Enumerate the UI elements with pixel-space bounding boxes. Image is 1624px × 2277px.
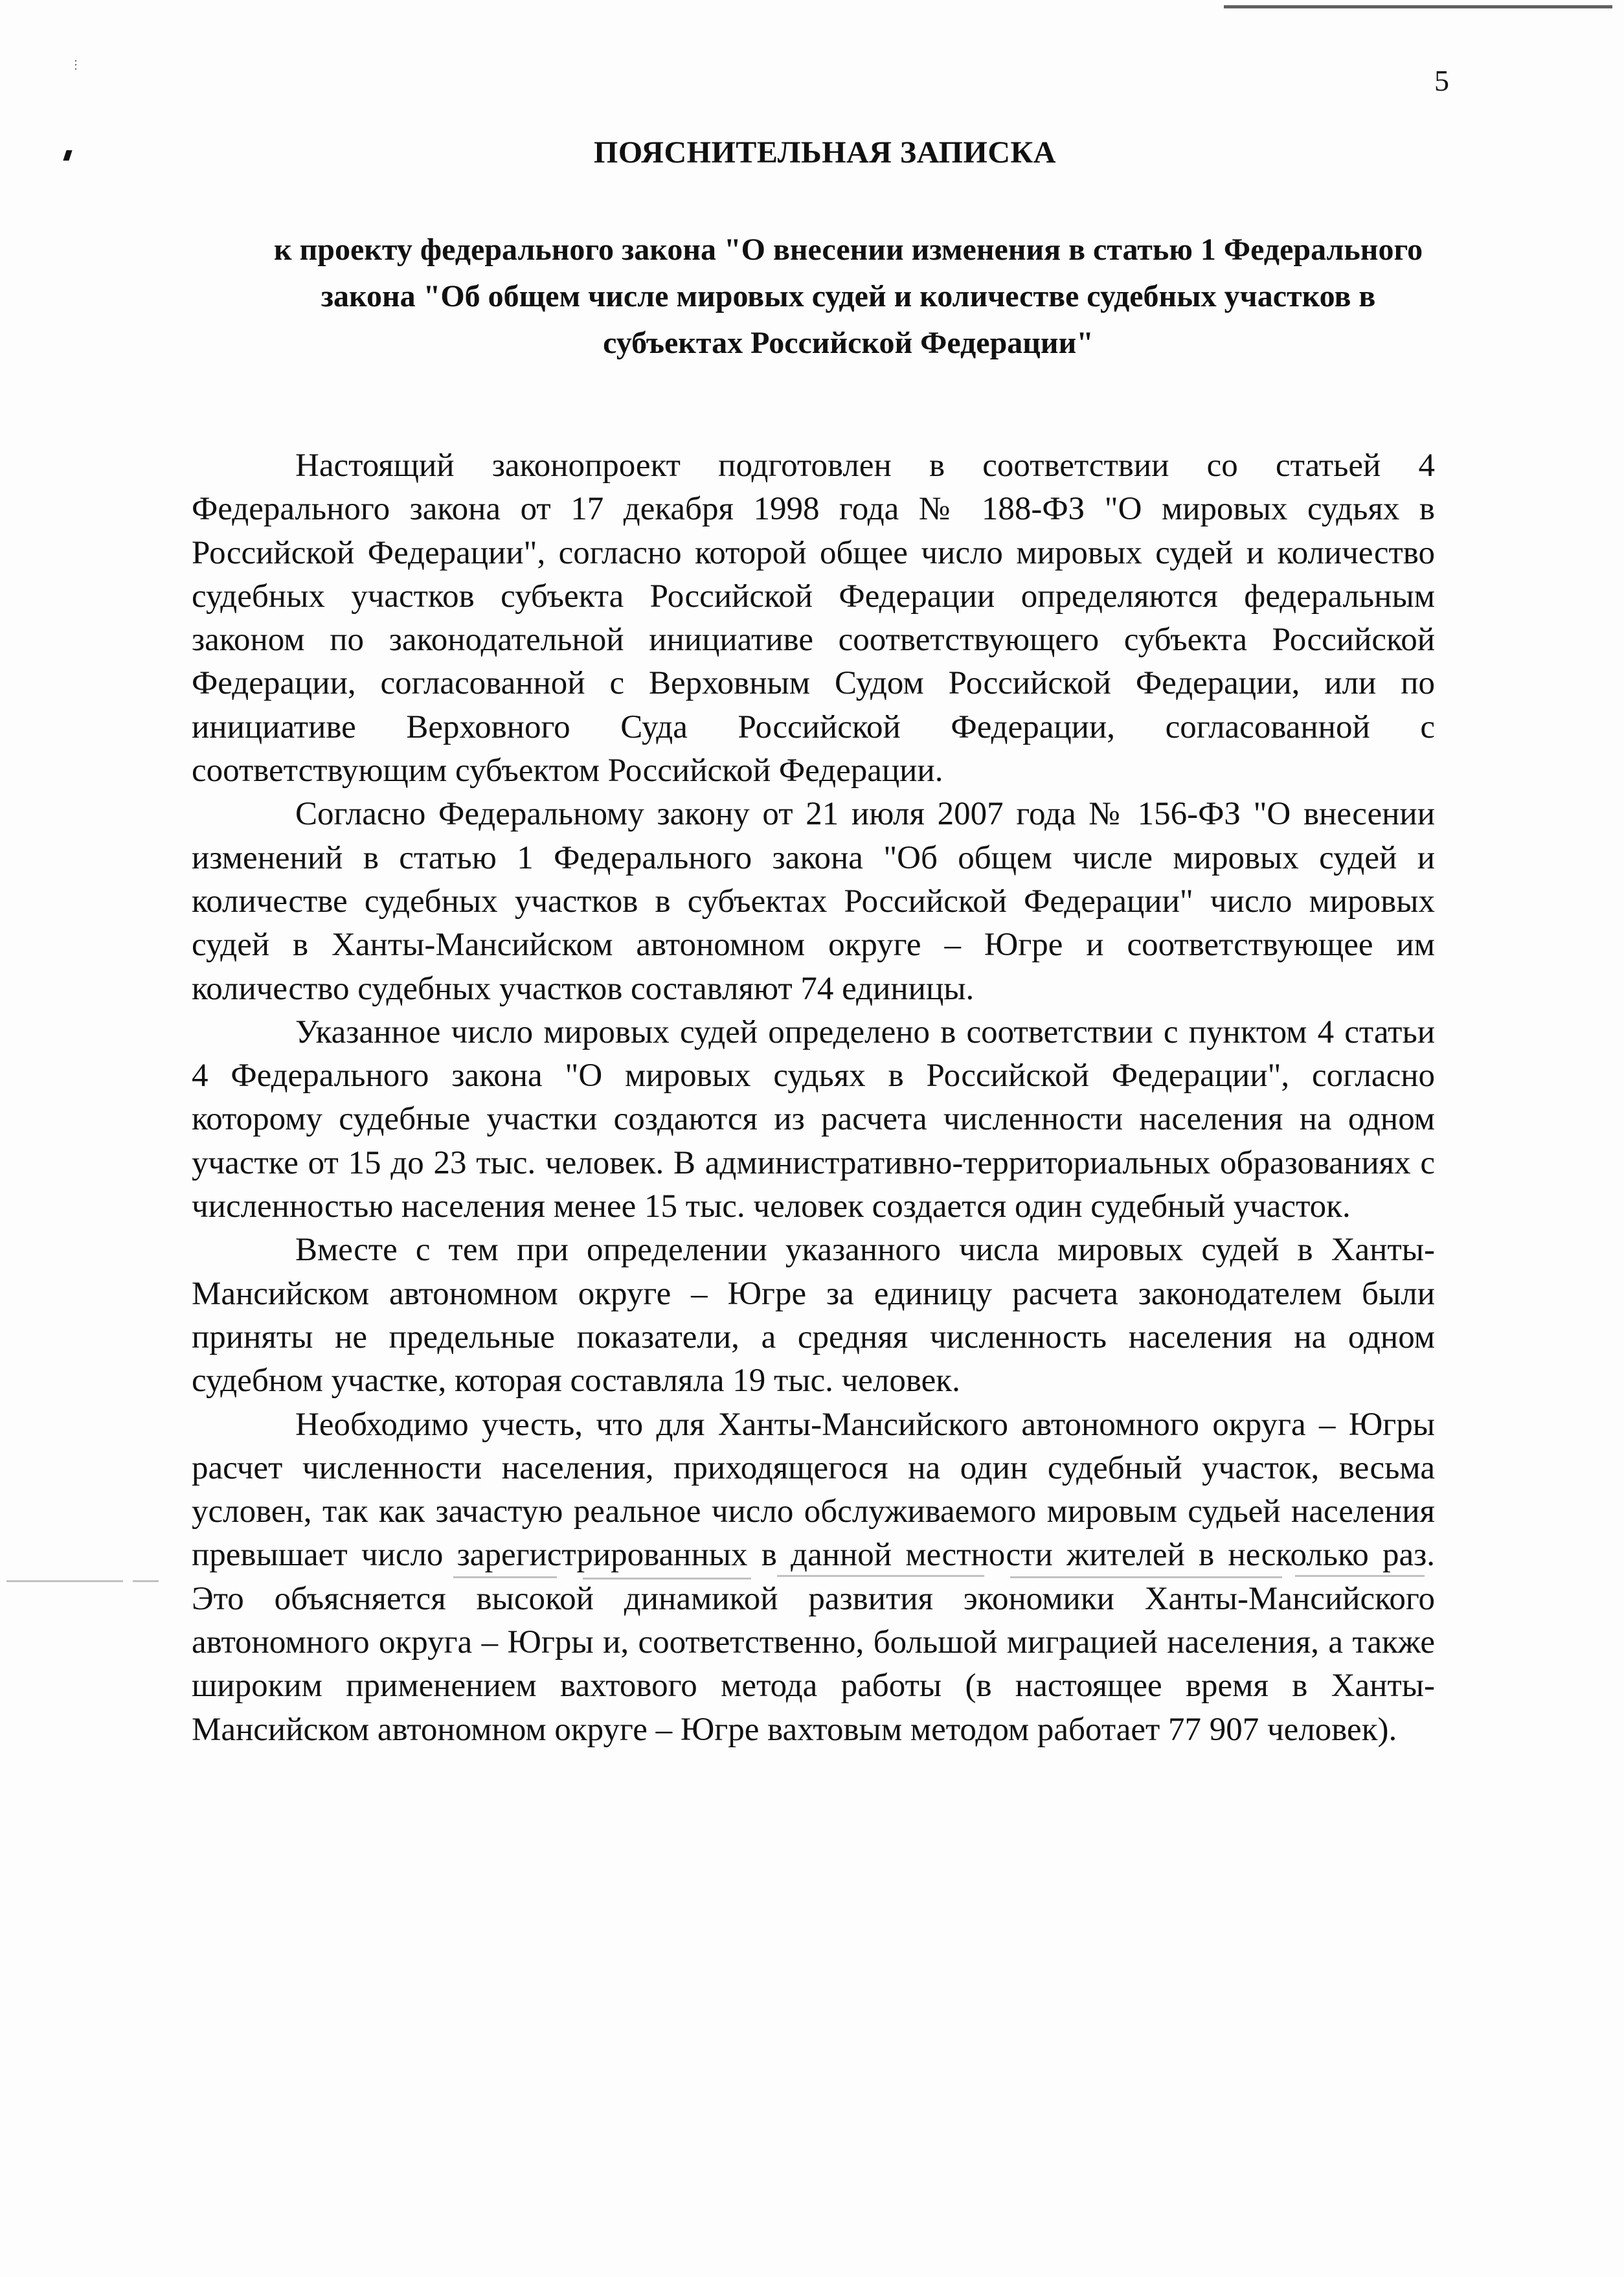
document-body <box>192 444 1435 1752</box>
scan-edge-line <box>1224 5 1612 8</box>
page-number: 5 <box>1434 64 1449 97</box>
paragraph-4: Вместе с тем при определении указанного числа мировых судей в Ханты-Мансийском автономном округе – Югре за единицу расчета законодателем были приняты не предельные показатели, а средняя численность населения на одном судебном участке, которая составляла 19 тыс. человек. <box>192 1232 1435 1399</box>
document-title: ПОЯСНИТЕЛЬНАЯ ЗАПИСКА <box>594 135 1056 170</box>
paragraph-5: Необходимо учесть, что для Ханты-Мансийского автономного округа – Югры расчет численности населения, приходящегося на один судебный участок, весьма условен, так как зачастую реальное число обслуживаемого мировым судьей населения превышает число зарегистрированных в данной местности жителей в несколько раз. Это объясняется высокой динамикой развития экономики Ханты-Мансийского автономного округа – Югры и, соответственно, большой миграцией населения, а также широким применением вахтового метода работы (в настоящее время в Ханты-Мансийском автономном округе – Югре вахтовым методом работает 77 907 человек). <box>192 1406 1435 1748</box>
paragraph-1: Настоящий законопроект подготовлен в соответствии со статьей 4 Федерального закона от 17 декабря 1998 года № 188-ФЗ "О мировых судьях в Российской Федерации", согласно которой общее число мировых судей и количество судебных участков субъекта Российской Федерации определяются федеральным законом по законодательной инициативе соответствующего субъекта Российской Федерации, согласованной с Верховным Судом Российской Федерации, или по инициативе Верховного Суда Российской Федерации, согласованной с соответствующим субъектом Российской Федерации. <box>192 447 1435 789</box>
paragraph-2: Согласно Федеральному закону от 21 июля 2007 года № 156-ФЗ "О внесении изменений в статью 1 Федерального закона "Об общем числе мировых судей и количестве судебных участков в субъектах Российской Федерации" число мировых судей в Ханты-Мансийском автономном округе – Югре и соответствующее им количество судебных участков составляют 74 единицы. <box>192 796 1435 1007</box>
paragraph-3: Указанное число мировых судей определено в соответствии с пунктом 4 статьи 4 Федерального закона "О мировых судьях в Российской Федерации", согласно которому судебные участки создаются из расчета численности населения на одном участке от 15 до 23 тыс. человек. В административно-территориальных образованиях с численностью населения менее 15 тыс. человек создается один судебный участок. <box>192 1014 1435 1225</box>
scan-speck: ⋮ <box>70 58 82 71</box>
document-subtitle: к проекту федерального закона "О внесении изменения в статью 1 Федерального закона "Об общем числе мировых судей и количестве судебных участков в субъектах Российской Федерации" <box>273 232 1423 360</box>
